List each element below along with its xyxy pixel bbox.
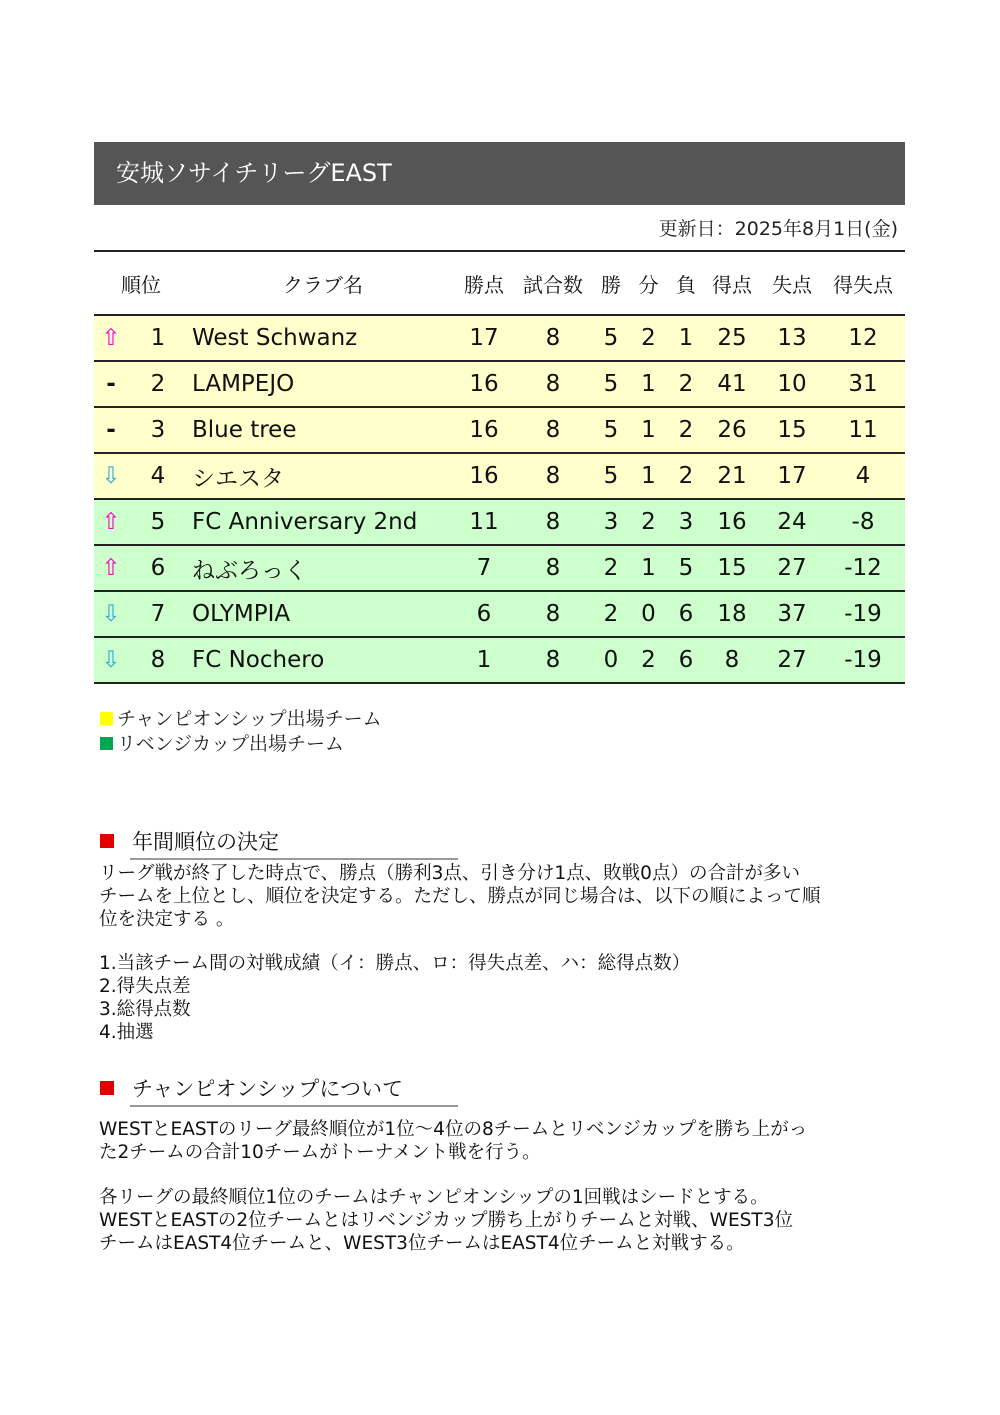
table-row [94,453,905,499]
losses-cell: 2 [671,361,701,407]
legend-championship [100,704,382,731]
header-goal-diff: 得失点 [821,251,905,315]
club-name-cell: West Schwanz [188,315,458,361]
points-cell: 7 [458,545,510,591]
goals-for-cell: 41 [701,361,763,407]
trend-down-icon: ⇩ [94,637,128,683]
club-name-cell: LAMPEJO [188,361,458,407]
played-cell: 8 [510,453,596,499]
goals-for-cell: 18 [701,591,763,637]
rank-cell: 4 [128,453,188,499]
goals-against-cell: 24 [763,499,821,545]
goals-for-cell: 21 [701,453,763,499]
goals-against-cell: 27 [763,545,821,591]
played-cell: 8 [510,499,596,545]
draws-cell: 2 [626,637,671,683]
paragraph-line: WESTとEASTのリーグ最終順位が1位～4位の8チームとリベンジカップを勝ち上がっ [99,1119,808,1140]
goal-diff-cell: -8 [821,499,905,545]
update-date: 更新日：2025年8月1日(金) [658,218,898,240]
wins-cell: 2 [596,545,626,591]
rank-cell: 2 [128,361,188,407]
points-cell: 11 [458,499,510,545]
list-item: 1.当該チーム間の対戦成績（イ：勝点、ロ：得失点差、ハ：総得点数） [99,953,691,974]
club-name-cell: ねぶろっく [188,545,458,591]
table-row [94,591,905,637]
rank-cell: 1 [128,315,188,361]
losses-cell: 2 [671,407,701,453]
wins-cell: 5 [596,453,626,499]
header-goals-against: 失点 [763,251,821,315]
played-cell: 8 [510,637,596,683]
rank-cell: 8 [128,637,188,683]
trend-down-icon: ⇩ [94,591,128,637]
table-header-row [94,251,905,315]
draws-cell: 2 [626,499,671,545]
list-item: 2.得失点差 [99,976,191,997]
points-cell: 16 [458,407,510,453]
standings-table [94,250,905,684]
wins-cell: 3 [596,499,626,545]
points-cell: 6 [458,591,510,637]
club-name-cell: OLYMPIA [188,591,458,637]
ranking-rules-paragraph [99,862,899,931]
section-heading-championship [100,1073,403,1103]
legend-championship-label: チャンピオンシップ出場チーム [117,708,382,730]
header-goals-for: 得点 [701,251,763,315]
table-row [94,545,905,591]
goal-diff-cell: -19 [821,591,905,637]
paragraph-line: 各リーグの最終順位1位のチームはチャンピオンシップの1回戦はシードとする。 [99,1187,769,1208]
championship-paragraph-1 [99,1118,899,1164]
losses-cell: 3 [671,499,701,545]
wins-cell: 5 [596,315,626,361]
table-row [94,407,905,453]
losses-cell: 1 [671,315,701,361]
draws-cell: 1 [626,545,671,591]
green-square-icon [100,737,113,750]
header-losses: 負 [671,251,701,315]
wins-cell: 2 [596,591,626,637]
tiebreak-list [99,952,899,1044]
wins-cell: 5 [596,361,626,407]
draws-cell: 1 [626,453,671,499]
wins-cell: 5 [596,407,626,453]
draws-cell: 0 [626,591,671,637]
wins-cell: 0 [596,637,626,683]
goal-diff-cell: 11 [821,407,905,453]
played-cell: 8 [510,361,596,407]
points-cell: 1 [458,637,510,683]
table-row [94,499,905,545]
club-name-cell: FC Anniversary 2nd [188,499,458,545]
goals-against-cell: 10 [763,361,821,407]
trend-down-icon: ⇩ [94,453,128,499]
section-heading-ranking-text: 年間順位の決定 [132,830,279,854]
section-heading-ranking [100,826,279,856]
rank-cell: 3 [128,407,188,453]
points-cell: 16 [458,453,510,499]
section-heading-championship-text: チャンピオンシップについて [132,1077,404,1101]
trend-up-icon: ⇧ [94,545,128,591]
goal-diff-cell: 12 [821,315,905,361]
goals-against-cell: 17 [763,453,821,499]
list-item: 3.総得点数 [99,999,191,1020]
header-points: 勝点 [458,251,510,315]
red-square-icon [100,1081,114,1095]
heading-underline [130,1105,458,1107]
goals-against-cell: 37 [763,591,821,637]
header-club: クラブ名 [188,251,458,315]
list-item: 4.抽選 [99,1022,154,1043]
paragraph-line: 位を決定する 。 [99,909,235,930]
table-row [94,637,905,683]
goals-for-cell: 16 [701,499,763,545]
goal-diff-cell: -12 [821,545,905,591]
paragraph-line: リーグ戦が終了した時点で、勝点（勝利3点、引き分け1点、敗戦0点）の合計が多い [99,863,800,884]
draws-cell: 1 [626,361,671,407]
goals-for-cell: 15 [701,545,763,591]
trend-up-icon: ⇧ [94,315,128,361]
losses-cell: 5 [671,545,701,591]
rank-cell: 5 [128,499,188,545]
yellow-square-icon [100,712,113,725]
page-title: 安城ソサイチリーグEAST [94,142,905,205]
heading-underline [130,858,458,860]
goals-against-cell: 27 [763,637,821,683]
table-row [94,315,905,361]
losses-cell: 2 [671,453,701,499]
points-cell: 16 [458,361,510,407]
goals-against-cell: 13 [763,315,821,361]
paragraph-line: チームを上位とし、順位を決定する。ただし、勝点が同じ場合は、以下の順によって順 [99,886,821,907]
played-cell: 8 [510,545,596,591]
points-cell: 17 [458,315,510,361]
legend-revenge-cup-label: リベンジカップ出場チーム [117,733,344,755]
trend-same-icon: - [94,361,128,407]
club-name-cell: Blue tree [188,407,458,453]
red-square-icon [100,834,114,848]
header-draws: 分 [626,251,671,315]
paragraph-line: チームはEAST4位チームと、WEST3位チームはEAST4位チームと対戦する。 [99,1233,745,1254]
rank-cell: 7 [128,591,188,637]
goals-for-cell: 8 [701,637,763,683]
draws-cell: 2 [626,315,671,361]
trend-same-icon: - [94,407,128,453]
paragraph-line: た2チームの合計10チームがトーナメント戦を行う。 [99,1142,541,1163]
goals-against-cell: 15 [763,407,821,453]
goal-diff-cell: -19 [821,637,905,683]
goals-for-cell: 25 [701,315,763,361]
rank-cell: 6 [128,545,188,591]
losses-cell: 6 [671,591,701,637]
losses-cell: 6 [671,637,701,683]
club-name-cell: FC Nochero [188,637,458,683]
goal-diff-cell: 4 [821,453,905,499]
goals-for-cell: 26 [701,407,763,453]
header-rank: 順位 [94,251,188,315]
header-wins: 勝 [596,251,626,315]
table-row [94,361,905,407]
club-name-cell: シエスタ [188,453,458,499]
championship-paragraph-2 [99,1186,899,1255]
paragraph-line: WESTとEASTの2位チームとはリベンジカップ勝ち上がりチームと対戦、WEST3位 [99,1210,793,1231]
goal-diff-cell: 31 [821,361,905,407]
header-played: 試合数 [510,251,596,315]
played-cell: 8 [510,315,596,361]
legend-revenge-cup [100,729,344,756]
played-cell: 8 [510,591,596,637]
played-cell: 8 [510,407,596,453]
draws-cell: 1 [626,407,671,453]
trend-up-icon: ⇧ [94,499,128,545]
